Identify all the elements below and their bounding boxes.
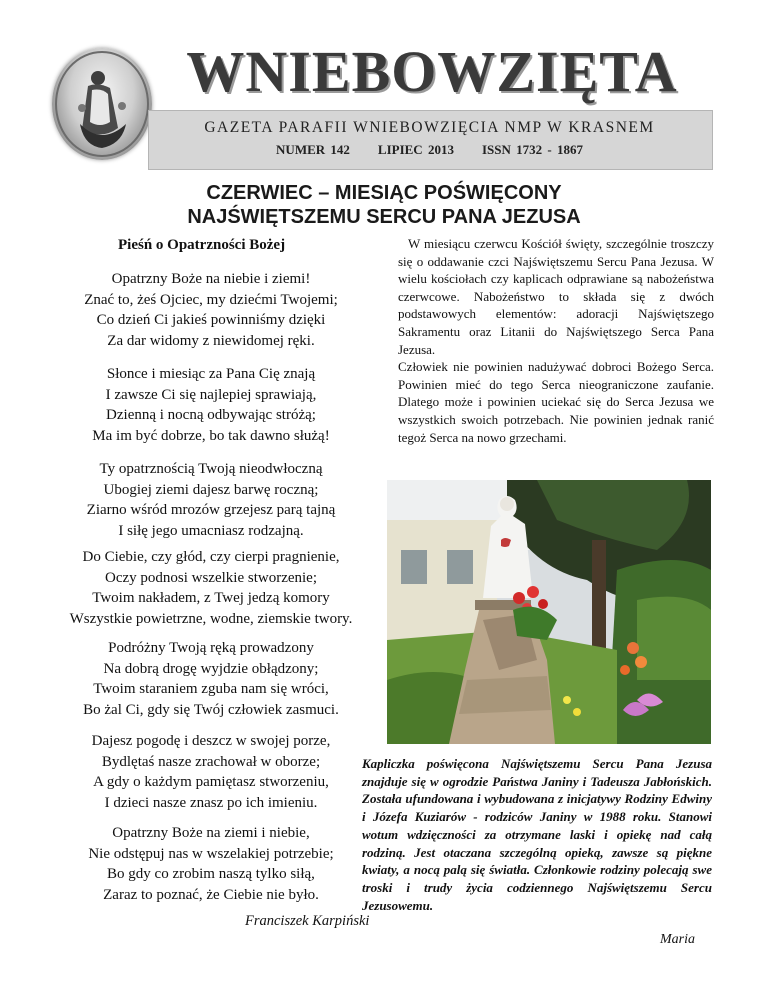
parish-logo-medallion (52, 48, 152, 160)
caption-signature: Maria (660, 932, 695, 947)
poem-line: Zaraz to poznać, że Ciebie nie było. (103, 886, 319, 903)
poem-line: Podróżny Twoją ręką prowadzony (108, 640, 314, 656)
newspaper-subtitle: GAZETA PARAFII WNIEBOWZIĘCIA NMP W KRASNEM (204, 119, 655, 136)
madonna-icon (52, 48, 152, 160)
issue-date: LIPIEC 2013 (377, 142, 454, 157)
poem-line: Do Ciebie, czy głód, czy cierpi pragnienie, (82, 549, 340, 565)
poem-title: Pieśń o Opatrzności Bożej (118, 237, 286, 253)
poem-line: Dzienną i nocną odbywając stróżą; (106, 407, 316, 423)
issue-number: NUMER 142 (276, 142, 350, 157)
poem-stanza (40, 547, 382, 629)
shrine-photo (387, 480, 711, 744)
poem-line: Znać to, żeś Ojciec, my dziećmi Twojemi; (84, 291, 338, 308)
poem-author: Franciszek Karpiński (245, 913, 370, 929)
poem-line: Bo gdy co zrobim naszą tylko siłą, (107, 866, 315, 882)
poem-line: Co dzień Ci jakieś powinniśmy dzięki (96, 312, 326, 328)
page-headline (60, 181, 708, 229)
poem-line: Bo żal Ci, gdy się Twój człowiek zasmuci. (83, 701, 339, 718)
poem-stanza (40, 269, 382, 351)
poem-line: I siłę jego umacniasz rodzajną. (118, 522, 304, 539)
poem-stanza (40, 364, 382, 446)
headline-line-2: NAJŚWIĘTSZEMU SERCU PANA JEZUSA (187, 206, 581, 228)
poem-line: I zawsze Ci się najlepiej sprawiają, (105, 386, 317, 403)
poem-line: Ty opatrznością Twoją nieodwłoczną (99, 461, 323, 477)
poem-stanza (40, 638, 382, 720)
poem-line: Oczy podnosi wszelkie stworzenie; (104, 569, 318, 586)
newspaper-title: WNIEBOWZIĘTA (186, 39, 678, 104)
poem-line: Dajesz pogodę i deszcz w swojej porze, (91, 733, 331, 749)
poem-line: Za dar widomy z niewidomej ręki. (107, 332, 315, 349)
poem-stanza (40, 459, 382, 541)
article-paragraph: W miesiącu czerwcu Kościół święty, szczególnie troszczy się o oddawanie czci Najświętszemu Sercu Pana Jezusa. W wielu kościołach czy kaplicach odprawiane są nabożeństwa czerwcowe. Nabożeństwo to składa się z dwóch podstawowych elementów: adoracji Najświętszego Sakramentu oraz Litanii do Najświętszego Serca Pana Jezusa. (398, 236, 714, 357)
poem-stanza (40, 823, 382, 905)
poem-line: Ubogiej ziemi dajesz barwę roczną; (103, 481, 319, 498)
poem-line: A gdy o każdym pamiętasz stworzeniu, (93, 774, 329, 790)
article-body (398, 235, 714, 446)
poem-line: Ma im być dobrze, bo tak dawno służą! (92, 427, 330, 444)
poem-line: Wszystkie powietrzne, wodne, ziemskie twory. (69, 610, 353, 627)
poem-line: Ziarno wśród mrozów grzejesz parą tajną (86, 502, 336, 518)
poem-line: Nie odstępuj nas w wszelakiej potrzebie; (88, 845, 334, 862)
poem-line: Opatrzny Boże na niebie i ziemi! (111, 271, 311, 287)
issue-info (148, 142, 711, 158)
poem-line: Bydlętaś nasze zrachował w oborze; (101, 753, 321, 770)
poem-line: Twoim staraniem zguba nam się wróci, (93, 681, 329, 697)
garden-shrine-image (387, 480, 711, 744)
poem-line: Twoim nakładem, z Twej jedzą komory (92, 590, 330, 606)
poem-line: Słonce i miesiąc za Pana Cię znają (106, 366, 316, 382)
article-paragraph: Człowiek nie powinien nadużywać dobroci Bożego Serca. Powinien mieć do tego Serca nieograniczone zaufanie. Dlatego może i powinien uciekać się do Serca Jezusa we wszystkich swoich potrzebach. Nie powinien jednak ranić tegoż Serca na nowo grzechami. (398, 359, 714, 445)
poem-line: I dzieci nasze znasz po ich imieniu. (104, 794, 318, 811)
poem-stanza (40, 731, 382, 813)
poem-line: Opatrzny Boże na ziemi i niebie, (112, 825, 310, 841)
issn: ISSN 1732 - 1867 (481, 142, 583, 157)
poem-line: Na dobrą drogę wyjdzie obłądzony; (103, 660, 319, 677)
photo-caption: Kapliczka poświęcona Najświętszemu Sercu Pana Jezusa znajduje się w ogrodzie Państwa Janiny i Tadeusza Jabłońskich. Została ufundowana i wybudowana z inicjatywy Rodziny Edwiny i Józefa Kuziarów - rodziców Janiny w 1988 roku. Stanowi wotum wdzięczności za otrzymane laski i opiekę nad całą rodziną. Jest otaczana szczególną opieką, zawsze są piękne kwiaty, a nocą palą się światła. Członkowie rodziny polecają swe troski i trudy życia codziennego Najświętszemu Sercu Jezusowemu. (362, 756, 712, 913)
headline-line-1: CZERWIEC – MIESIĄC POŚWIĘCONY (206, 182, 562, 204)
